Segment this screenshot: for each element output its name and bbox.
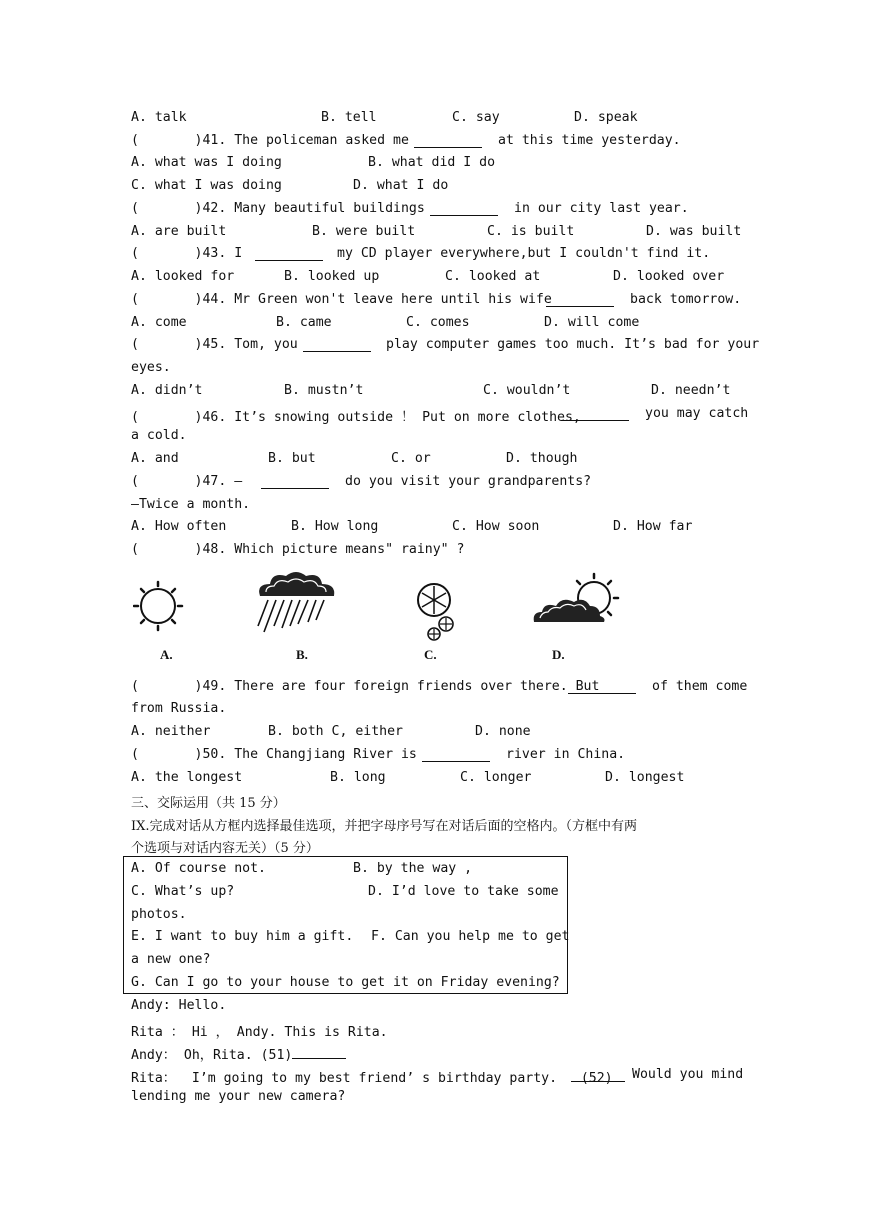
q50-option-c: C. longer (460, 770, 532, 785)
section-instruction-line1: IX.完成对话从方框内选择最佳选项，并把字母序号写在对话后面的空格内。（方框中有两 (131, 819, 638, 834)
dialog-line-4-rest: Would you mind (632, 1067, 744, 1082)
q42-option-d: D. was built (646, 224, 742, 239)
q46-option-a: A. and (131, 451, 179, 466)
blank-52 (571, 1067, 625, 1082)
q43-stem-rest: my CD player everywhere,but I couldn't find it. (337, 246, 711, 261)
q42-blank (430, 201, 498, 216)
box-option-g: G. Can I go to your house to get it on Friday evening? (131, 975, 560, 990)
q47-stem: ( )47. — (131, 474, 243, 489)
q40-option-a: A. talk (131, 110, 187, 125)
q47-option-a: A. How often (131, 519, 227, 534)
q40-option-b: B. tell (321, 110, 377, 125)
dialog-line-4: Rita： I’m going to my best friend’ s birthday party. (52) (131, 1071, 613, 1086)
q41-option-c: C. what I was doing (131, 178, 282, 193)
q46-option-b: B. but (268, 451, 316, 466)
rain-cloud-icon (252, 566, 342, 640)
q45-stem-rest: play computer games too much. It’s bad for your (386, 337, 760, 352)
q40-option-c: C. say (452, 110, 500, 125)
q46-stem-rest: you may catch (645, 406, 749, 421)
q42-option-a: A. are built (131, 224, 227, 239)
q44-blank (546, 292, 614, 307)
q47-option-c: C. How soon (452, 519, 540, 534)
section-heading: 三、交际运用（共 15 分） (131, 796, 286, 811)
box-option-c: C. What’s up? (131, 884, 235, 899)
q47-stem-rest: do you visit your grandparents? (345, 474, 592, 489)
box-option-b: B. by the way , (353, 861, 473, 876)
q43-blank (255, 246, 323, 261)
picture-label-a: A. (160, 647, 173, 662)
q42-option-b: B. were built (312, 224, 416, 239)
q47-option-d: D. How far (613, 519, 693, 534)
snowflake-icon (412, 566, 462, 644)
q43-option-b: B. looked up (284, 269, 380, 284)
sun-icon (133, 566, 193, 632)
q49-stem-cont: from Russia. (131, 701, 227, 716)
q41-blank (414, 133, 482, 148)
q44-option-b: B. came (276, 315, 332, 330)
q50-option-d: D. longest (605, 770, 685, 785)
q44-option-d: D. will come (544, 315, 640, 330)
q45-option-b: B. mustn’t (284, 383, 364, 398)
q42-stem-rest: in our city last year. (514, 201, 689, 216)
q43-option-d: D. looked over (613, 269, 725, 284)
dialog-line-2: Rita ： Hi ， Andy. This is Rita. (131, 1025, 388, 1040)
q45-stem: ( )45. Tom, you (131, 337, 298, 352)
q41-stem: ( )41. The policeman asked me (131, 133, 409, 148)
q44-option-a: A. come (131, 315, 187, 330)
dialog-line-5: lending me your new camera? (131, 1089, 346, 1104)
q49-option-d: D. none (475, 724, 531, 739)
q49-blank (568, 679, 636, 694)
q45-option-c: C. wouldn’t (483, 383, 571, 398)
picture-label-c: C. (424, 647, 437, 662)
box-option-e: E. I want to buy him a gift. (131, 929, 354, 944)
q46-stem-cont: a cold. (131, 428, 187, 443)
q43-option-a: A. looked for (131, 269, 235, 284)
q49-option-b: B. both C, either (268, 724, 403, 739)
options-box (123, 856, 568, 994)
q49-stem: ( )49. There are four foreign friends over there. But (131, 679, 600, 694)
box-option-f: F. Can you help me to get (371, 929, 570, 944)
q45-option-a: A. didn’t (131, 383, 203, 398)
q42-stem: ( )42. Many beautiful buildings (131, 201, 425, 216)
box-option-a: A. Of course not. (131, 861, 266, 876)
q46-option-d: D. though (506, 451, 578, 466)
q50-option-b: B. long (330, 770, 386, 785)
q47-blank (261, 474, 329, 489)
q48-stem: ( )48. Which picture means" rainy" ? (131, 542, 465, 557)
q49-stem-rest: of them come (652, 679, 748, 694)
q44-stem: ( )44. Mr Green won't leave here until his wife (131, 292, 552, 307)
q41-stem-rest: at this time yesterday. (498, 133, 681, 148)
picture-label-b: B. (296, 647, 308, 662)
q41-option-a: A. what was I doing (131, 155, 282, 170)
q42-option-c: C. is built (487, 224, 575, 239)
q49-option-a: A. neither (131, 724, 211, 739)
q44-option-c: C. comes (406, 315, 470, 330)
q50-option-a: A. the longest (131, 770, 243, 785)
q50-stem: ( )50. The Changjiang River is (131, 747, 417, 762)
dialog-line-3: Andy： Oh，Rita. (51) (131, 1048, 293, 1063)
dialog-line-1: Andy: Hello. (131, 998, 227, 1013)
q40-option-d: D. speak (574, 110, 638, 125)
q45-option-d: D. needn’t (651, 383, 731, 398)
q50-blank (422, 747, 490, 762)
q43-stem: ( )43. I (131, 246, 243, 261)
q41-option-d: D. what I do (353, 178, 449, 193)
q47-stem-cont: —Twice a month. (131, 497, 251, 512)
q45-blank (303, 337, 371, 352)
q44-stem-rest: back tomorrow. (630, 292, 742, 307)
q46-option-c: C. or (391, 451, 431, 466)
q46-stem: ( )46. It’s snowing outside ！ Put on more clothes, (131, 410, 581, 425)
q46-blank (561, 406, 629, 421)
sun-cloud-icon (532, 566, 624, 632)
box-option-f-cont: a new one? (131, 952, 211, 967)
q47-option-b: B. How long (291, 519, 379, 534)
q41-option-b: B. what did I do (368, 155, 496, 170)
picture-label-d: D. (552, 647, 565, 662)
blank-51 (292, 1044, 346, 1059)
box-option-d-cont: photos. (131, 907, 187, 922)
q43-option-c: C. looked at (445, 269, 541, 284)
q50-stem-rest: river in China. (506, 747, 626, 762)
box-option-d: D. I’d love to take some (368, 884, 559, 899)
q45-stem-cont: eyes. (131, 360, 171, 375)
section-instruction-line2: 个选项与对话内容无关）（5 分） (131, 841, 319, 856)
